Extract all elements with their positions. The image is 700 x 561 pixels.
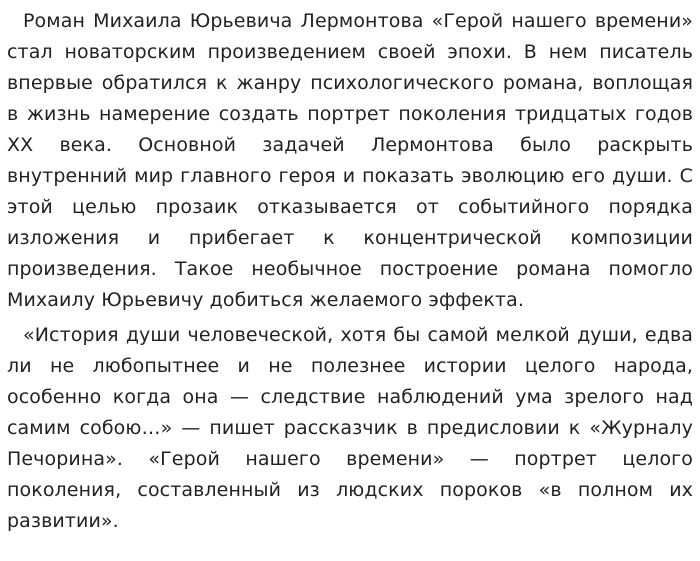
paragraph-intro: Роман Михаила Юрьевича Лермонтова «Герой нашего времени» стал новаторским произведением своей эпохи. В нем писатель впервые обратился к жанру психологического романа, воплощая в жизнь намерение создать портрет поколения тридцатых годов XX века. Основной задачей Лермонтова было раскрыть внутренний мир главного героя и показать эволюцию его души. С этой целью прозаик отказывается от событийного порядка изложения и прибегает к концентрической композиции произведения. Такое необычное построение романа помогло Михаилу Юрьевичу добиться желаемого эффекта. (7, 10, 693, 311)
paragraph-quote: «История души человеческой, хотя бы самой мелкой души, едва ли не любопытнее и не полезнее истории целого народа, особенно когда она — следствие наблюдений ума зрелого над самим собою…» — пишет рассказчик в предисловии к «Журналу Печорина». «Герой нашего времени» — портрет целого поколения, составленный из людских пороков «в полном их развитии». (7, 324, 693, 532)
